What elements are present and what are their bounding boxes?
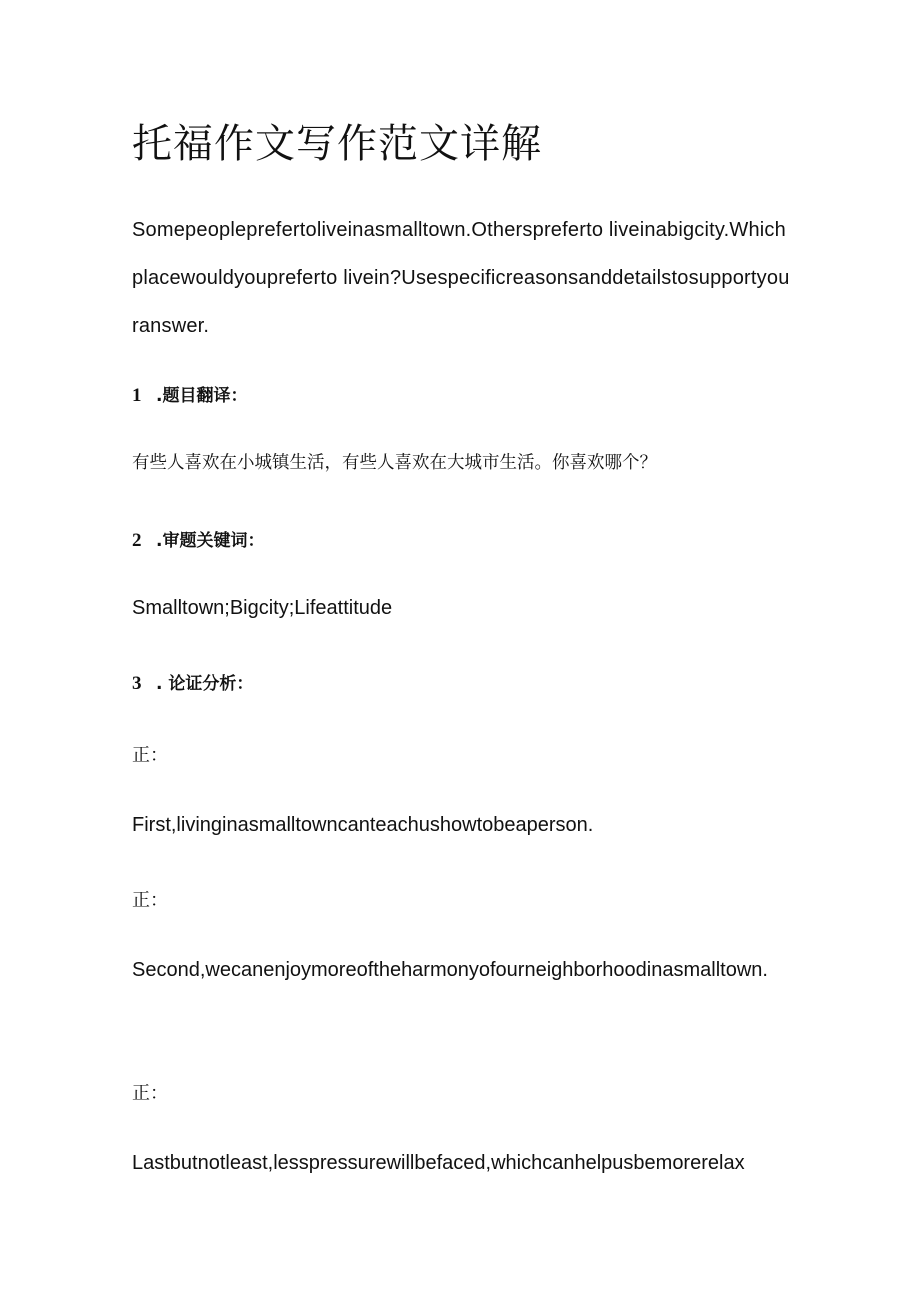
section-number: 1 [132, 385, 142, 406]
section-title: .审题关键词： [156, 531, 265, 551]
argument-label: 正： [132, 890, 168, 911]
section-heading-1 [132, 381, 247, 407]
argument-text: First,livinginasmalltowncanteachushowtobeaperson. [132, 814, 594, 836]
section-title: .题目翻译： [156, 386, 248, 406]
section-title: . 论证分析： [156, 674, 254, 694]
essay-prompt: Somepeopleprefertoliveinasmalltown.Otherspreferto liveinabigcity.Whichplacewouldyoupreferto livein?Usespecificreasonsanddetailstosupportyouranswer. [132, 219, 790, 337]
translation-text: 有些人喜欢在小城镇生活，有些人喜欢在大城市生活。你喜欢哪个？ [132, 453, 657, 473]
section-number: 3 [132, 673, 142, 694]
keywords-text: Smalltown;Bigcity;Lifeattitude [132, 597, 393, 619]
section-heading-3 [132, 669, 253, 695]
argument-label: 正： [132, 745, 168, 766]
argument-text: Second,wecanenjoymoreoftheharmonyofourneighborhoodinasmalltown. [132, 959, 768, 981]
argument-text: Lastbutnotleast,lesspressurewillbefaced,whichcanhelpusbemorerelax [132, 1152, 745, 1174]
argument-label: 正： [132, 1083, 168, 1104]
section-heading-2 [132, 526, 264, 552]
document-title: 托福作文写作范文详解 [132, 121, 542, 167]
section-number: 2 [132, 530, 142, 551]
